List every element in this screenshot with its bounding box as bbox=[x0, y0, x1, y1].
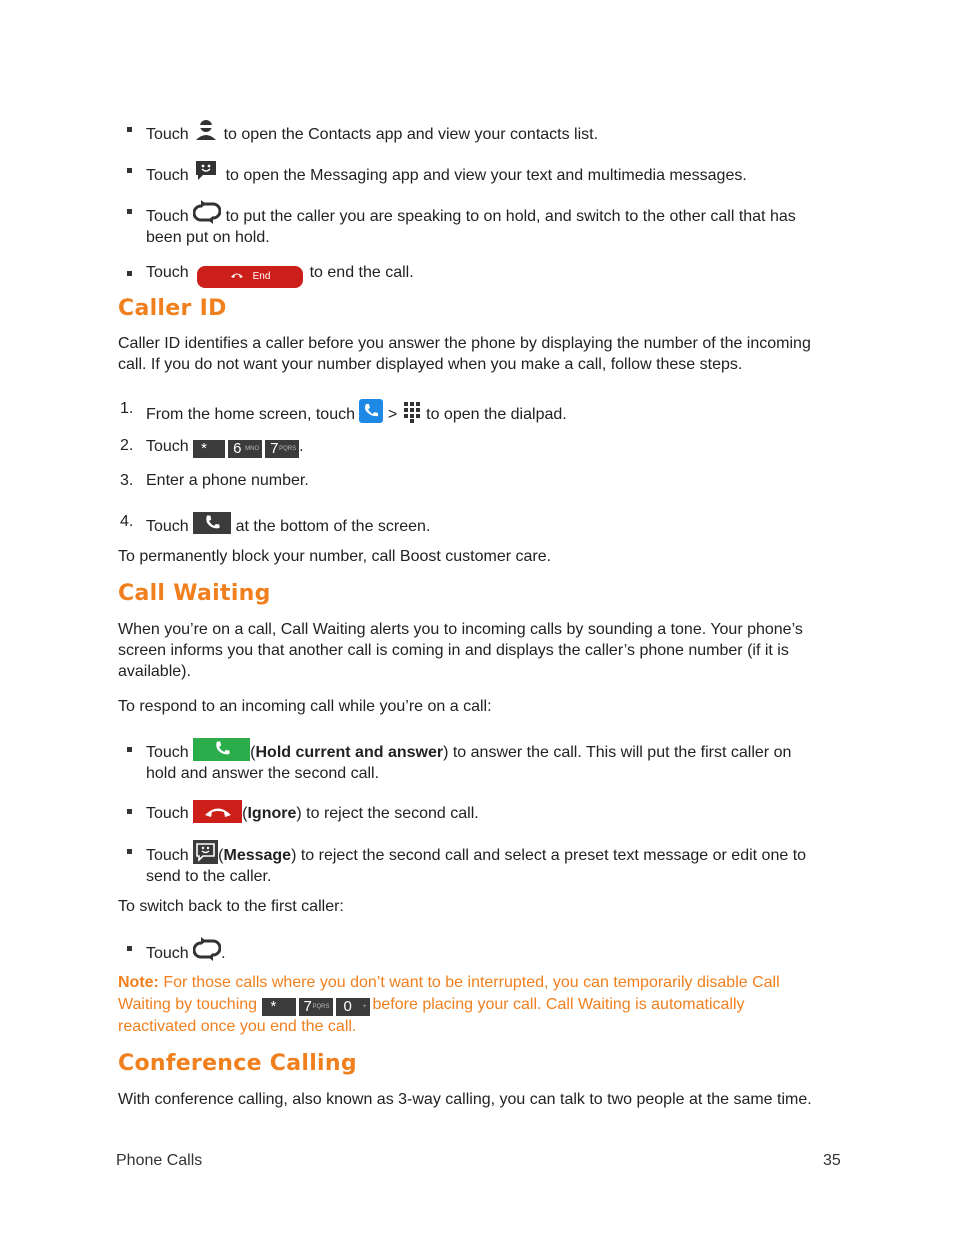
swap-call-icon bbox=[193, 200, 221, 224]
bullet bbox=[127, 946, 132, 951]
call-button-icon bbox=[193, 512, 231, 534]
step-item: From the home screen, touch > to open the dialpad. bbox=[146, 399, 567, 425]
messaging-icon bbox=[194, 159, 220, 183]
list-item: Touch to put the caller you are speaking to on hold, and switch to the other call that has been put on hold. bbox=[146, 200, 796, 248]
ignore-call-icon bbox=[193, 800, 242, 823]
dial-key-7: 7 PQRS bbox=[265, 440, 299, 458]
bullet bbox=[127, 849, 132, 854]
end-call-button-icon: End bbox=[197, 266, 303, 288]
list-item: Touch (Message) to reject the second call and select a preset text message or edit one to send to the caller. bbox=[146, 840, 806, 887]
bullet bbox=[127, 747, 132, 752]
contacts-icon bbox=[194, 118, 218, 142]
phone-app-icon bbox=[359, 399, 383, 423]
list-item: Touch . bbox=[146, 937, 226, 964]
section-heading-call-waiting: Call Waiting bbox=[118, 581, 271, 606]
step-number: 4. bbox=[120, 513, 134, 530]
section-heading-caller-id: Caller ID bbox=[118, 296, 227, 321]
list-item: Touch to open the Messaging app and view your text and multimedia messages. bbox=[146, 159, 747, 186]
bullet bbox=[127, 209, 132, 214]
dial-key-6: 6 MNO bbox=[228, 440, 262, 458]
footer-section-name: Phone Calls bbox=[116, 1152, 203, 1169]
list-item: Touch (Ignore) to reject the second call. bbox=[146, 800, 479, 824]
step-number: 2. bbox=[120, 437, 134, 454]
dial-key-star: * bbox=[193, 440, 225, 458]
step-item: Touch at the bottom of the screen. bbox=[146, 512, 430, 537]
note-block: Note: For those calls where you don’t want to be interrupted, you can temporarily disable Call Waiting by touching * 7 PQRS 0 + before placing your call. Call Waiting is automatically reactivated once you end the call. bbox=[118, 974, 780, 1035]
caller-id-outro: To permanently block your number, call Boost customer care. bbox=[118, 548, 552, 565]
bullet bbox=[127, 168, 132, 173]
list-item: Touch End to end the call. bbox=[146, 262, 414, 288]
switch-back-text: To switch back to the first caller: bbox=[118, 898, 344, 915]
bullet bbox=[127, 809, 132, 814]
dial-key-star: * bbox=[262, 998, 296, 1016]
swap-call-icon bbox=[193, 937, 221, 961]
message-reply-icon bbox=[193, 840, 218, 864]
list-item: Touch (Hold current and answer) to answer the call. This will put the first caller on hold and answer the second call. bbox=[146, 738, 791, 784]
dialpad-icon bbox=[402, 401, 422, 423]
step-number: 3. bbox=[120, 472, 134, 489]
dial-key-7: 7 PQRS bbox=[299, 998, 333, 1016]
answer-call-icon bbox=[193, 738, 250, 761]
call-waiting-respond: To respond to an incoming call while you’re on a call: bbox=[118, 698, 492, 715]
bullet bbox=[127, 127, 132, 132]
caller-id-intro: Caller ID identifies a caller before you answer the phone by displaying the number of the incoming call. If you do not want your number displayed when you make a call, follow these steps. bbox=[118, 335, 811, 373]
section-heading-conference-calling: Conference Calling bbox=[118, 1051, 357, 1076]
step-item: Touch * 6 MNO 7 PQRS . bbox=[146, 438, 304, 457]
footer-page-number: 35 bbox=[823, 1152, 841, 1169]
dial-key-0: 0 + bbox=[336, 998, 370, 1016]
list-item: Touch to open the Contacts app and view your contacts list. bbox=[146, 118, 598, 145]
call-waiting-intro: When you’re on a call, Call Waiting alerts you to incoming calls by sounding a tone. Your phone’s screen informs you that another call is coming in and displays the caller’s phone number (if it is available). bbox=[118, 621, 803, 680]
bullet bbox=[127, 271, 132, 276]
step-item: Enter a phone number. bbox=[146, 472, 309, 489]
step-number: 1. bbox=[120, 400, 134, 417]
conference-intro: With conference calling, also known as 3-way calling, you can talk to two people at the same time. bbox=[118, 1091, 812, 1108]
